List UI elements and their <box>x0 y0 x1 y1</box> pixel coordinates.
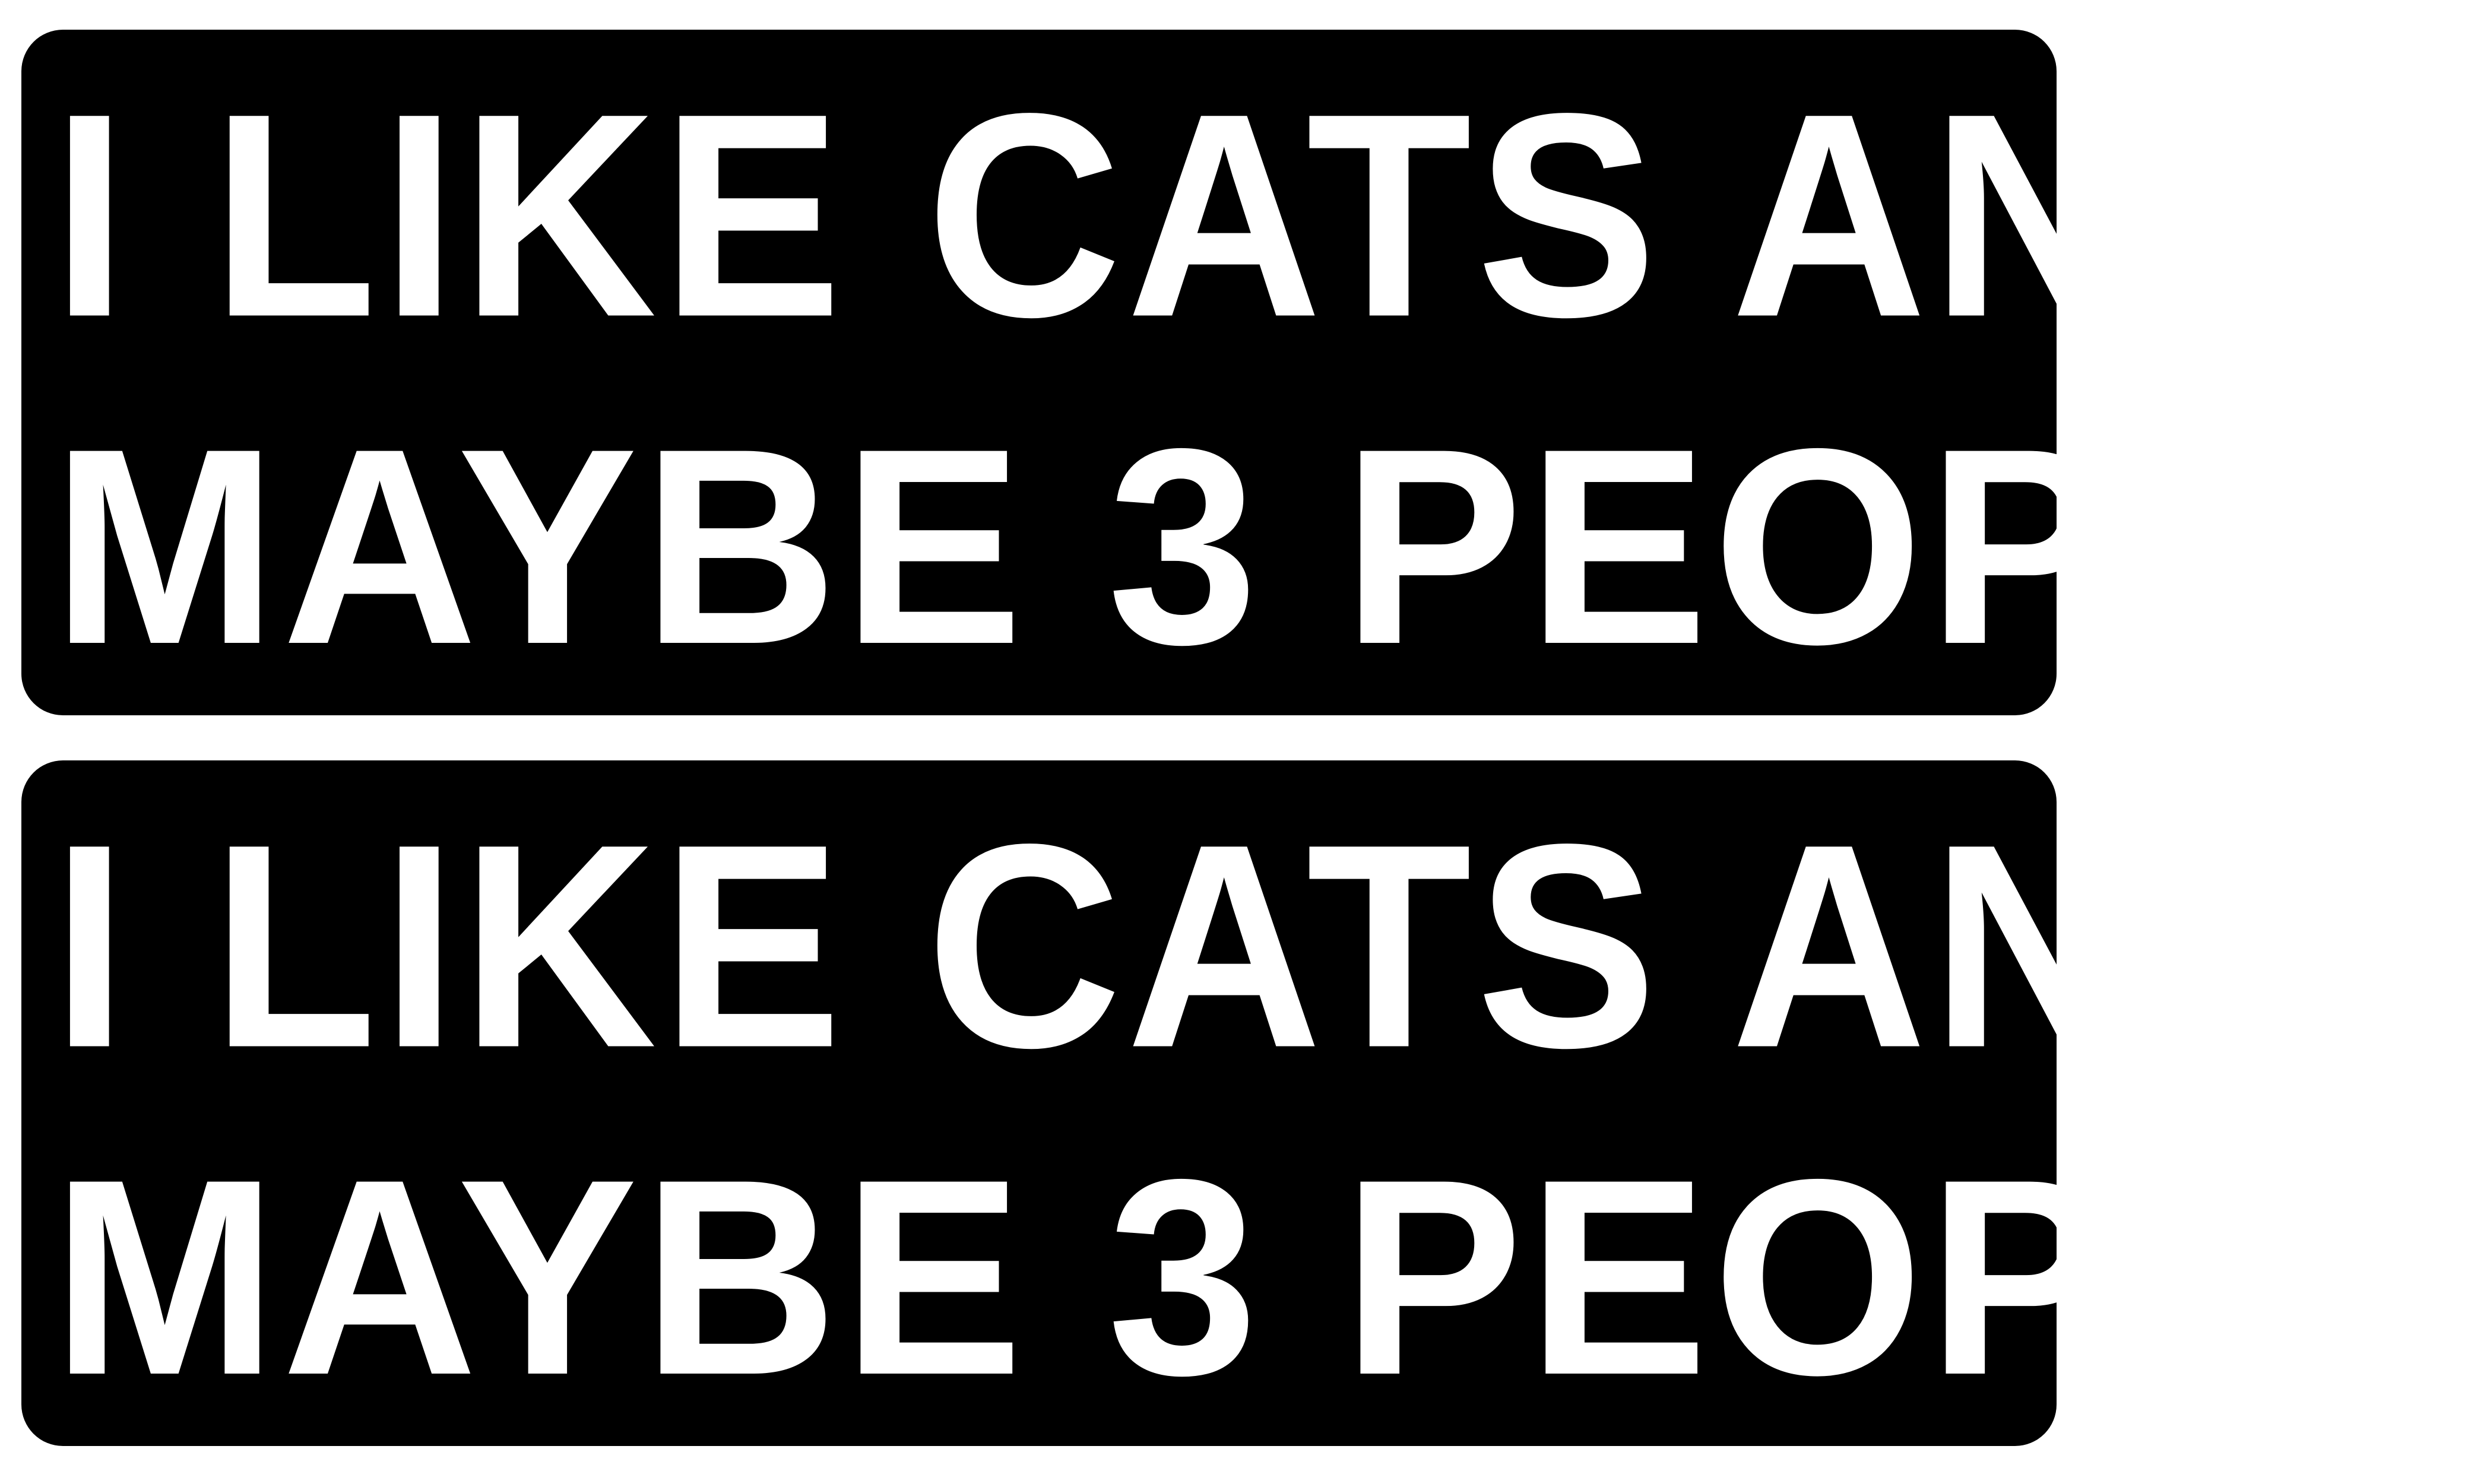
sticker-text-line-1: I LIKE CATS AND <box>52 784 2331 1108</box>
sticker-bottom <box>21 760 2468 1446</box>
sticker-text-line-2: MAYBE 3 PEOPLE <box>52 391 2468 702</box>
sticker-text-line-2: MAYBE 3 PEOPLE <box>52 1121 2468 1433</box>
sticker-text-line-1: I LIKE CATS AND <box>52 53 2331 378</box>
sticker-top <box>21 30 2468 715</box>
